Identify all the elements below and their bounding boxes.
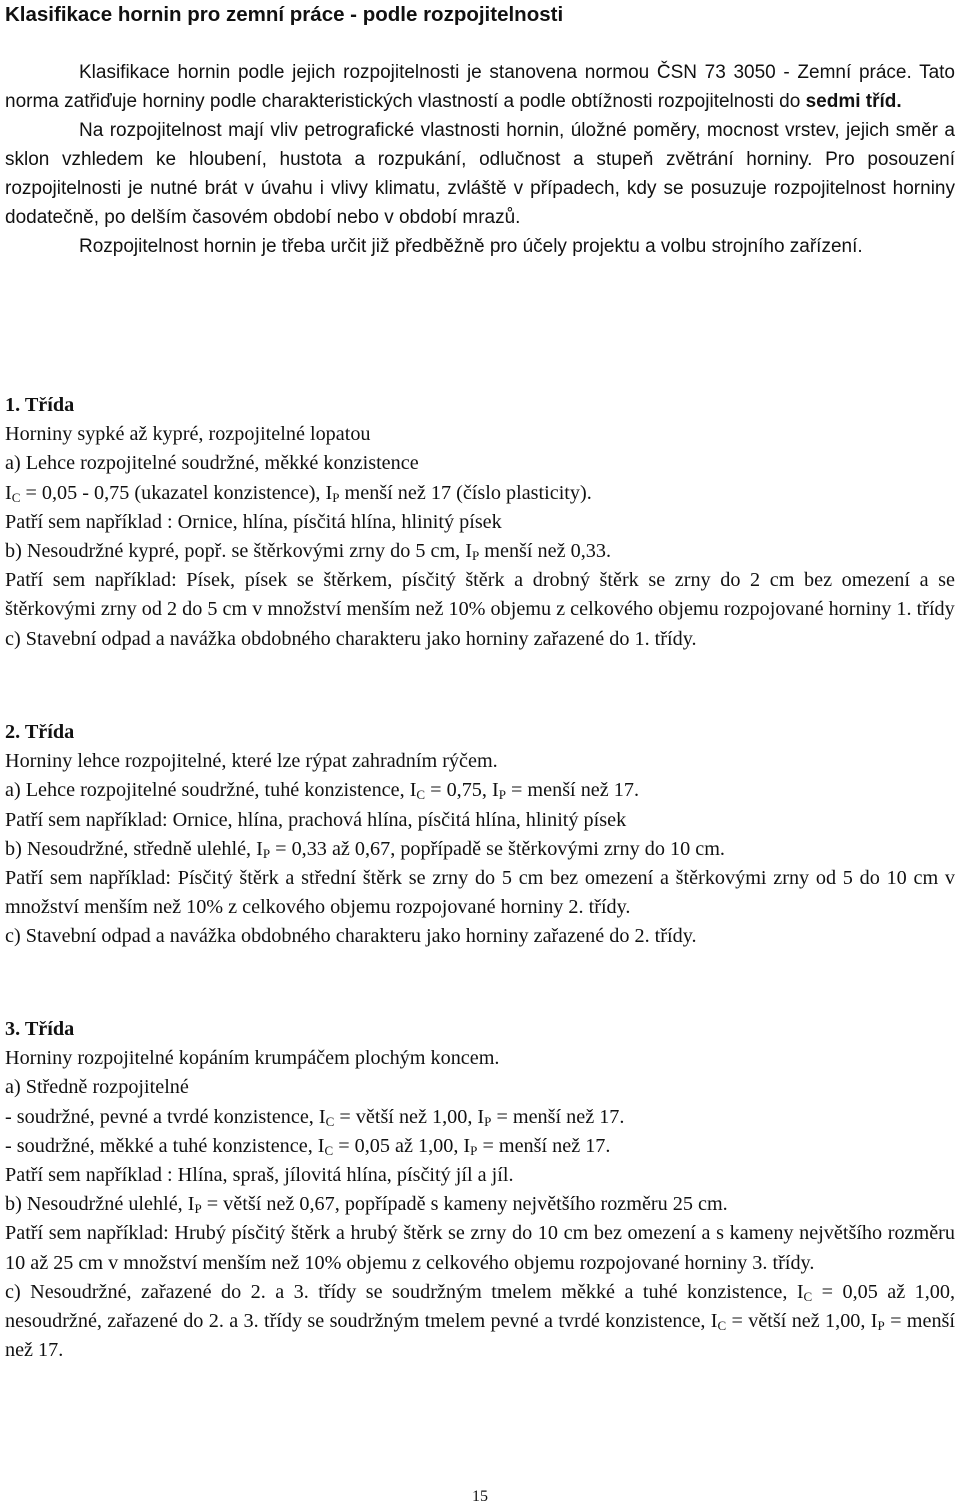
class-3-item-a: a) Středně rozpojitelné <box>5 1076 189 1099</box>
class-2-heading: 2. Třída <box>5 721 75 743</box>
class-1-item-b <box>5 537 955 566</box>
class-1-section <box>5 391 955 654</box>
text-span: = menší než 17. <box>5 1310 956 1362</box>
class-1-example-a: Patří sem například : Ornice, hlína, písčitá hlína, hlinitý písek <box>5 510 502 533</box>
text-span: = 0,05 až 1,00, I <box>333 1134 471 1157</box>
subscript: C <box>416 787 426 803</box>
class-3-item-b <box>5 1190 955 1219</box>
intro-text <box>5 58 955 261</box>
class-2-item-b <box>5 835 955 864</box>
text-span: a) Lehce rozpojitelné soudržné, tuhé konzistence, I <box>5 779 417 802</box>
class-1-item-a: a) Lehce rozpojitelné soudržné, měkké konzistence <box>5 452 419 475</box>
text-span: c) Nesoudržné, zařazené do 2. a 3. třídy se soudržným tmelem měkké a tuhé konzistence, I <box>5 1280 804 1303</box>
text-span: menší než 17 (číslo plasticity). <box>339 481 592 504</box>
subscript: P <box>194 1201 202 1217</box>
subscript: C <box>324 1142 334 1158</box>
subscript: C <box>717 1318 727 1334</box>
text-span: = menší než 17. <box>477 1134 611 1157</box>
text-span: = menší než 17. <box>491 1105 625 1128</box>
text-span: - soudržné, pevné a tvrdé konzistence, I <box>5 1105 326 1128</box>
class-1-example-b: Patří sem například: Písek, písek se štěrkem, písčitý štěrk a drobný štěrk se zrny do 2 cm bez omezení a se štěrkovými zrny od 2 do 5 cm v množství menším než 10% objemu z celkového objemu rozpojované horniny 1. třídy <box>5 569 955 621</box>
subscript: P <box>498 787 506 803</box>
intro-text-span: Klasifikace hornin podle jejich rozpojitelnosti je stanovena normou ČSN 73 3050 - Zemní práce. Tato norma zatřiďuje horniny podle charakteristických vlastností a podle obtížnosti rozpojitelnosti do <box>5 62 955 112</box>
class-3-heading: 3. Třída <box>5 1018 75 1040</box>
text-span: = 0,05 - 0,75 (ukazatel konzistence), I <box>20 481 333 504</box>
class-1-heading: 1. Třída <box>5 394 75 416</box>
class-1-item-c: c) Stavební odpad a navážka obdobného charakteru jako horniny zařazené do 1. třídy. <box>5 627 697 650</box>
class-3-item-a-cohesive-soft <box>5 1132 955 1161</box>
subscript: P <box>332 489 340 505</box>
class-2-example-a: Patří sem například: Ornice, hlína, prachová hlína, písčitá hlína, hlinitý písek <box>5 808 627 831</box>
text-span: = větší než 1,00, I <box>726 1310 878 1333</box>
class-3-example-a: Patří sem například : Hlína, spraš, jílovitá hlína, písčitý jíl a jíl. <box>5 1164 514 1187</box>
page-number: 15 <box>472 1488 488 1505</box>
text-span: = 0,05 až 1,00, nesoudržné, zařazené do 2. a 3. třídy se soudržným tmelem pevné a tvrdé konzistence, I <box>5 1280 955 1333</box>
subscript: C <box>325 1113 335 1129</box>
text-span: = větší než 0,67, popřípadě s kameny největšího rozměru 25 cm. <box>201 1193 728 1216</box>
intro-paragraph-3: Rozpojitelnost hornin je třeba určit již předběžně pro účely projektu a volbu strojního zařízení. <box>79 236 863 257</box>
subscript: C <box>803 1288 813 1304</box>
subscript: P <box>470 1142 478 1158</box>
subscript: C <box>11 489 21 505</box>
class-2-section <box>5 718 955 952</box>
class-2-description: Horniny lehce rozpojitelné, které lze rýpat zahradním rýčem. <box>5 750 498 773</box>
text-span: b) Nesoudržné ulehlé, I <box>5 1193 195 1216</box>
text-span: = větší než 1,00, I <box>334 1105 485 1128</box>
class-2-item-c: c) Stavební odpad a navážka obdobného charakteru jako horniny zařazené do 2. třídy. <box>5 925 697 948</box>
page-title: Klasifikace hornin pro zemní práce - podle rozpojitelnosti <box>5 3 564 26</box>
subscript: P <box>472 548 480 564</box>
text-span: menší než 0,33. <box>479 540 611 563</box>
class-3-section <box>5 1015 955 1365</box>
intro-paragraph-2: Na rozpojitelnost mají vliv petrografické vlastnosti hornin, úložné poměry, mocnost vrstev, jejich směr a sklon vzhledem ke hloubení, hustota a rozpukání, odlučnost a stupeň zvětrání horniny. Pro posouzení rozpojitelnosti je nutné brát v úvahu i vlivy klimatu, zvláště v případech, kdy se posuzuje rozpojitelnost horniny dodatečně, po delším časovém období nebo v období mrazů. <box>5 120 955 228</box>
subscript: P <box>877 1318 885 1334</box>
class-3-item-a-cohesive-firm <box>5 1103 955 1132</box>
text-span: b) Nesoudržné kypré, popř. se štěrkovými zrny do 5 cm, I <box>5 540 472 563</box>
class-2-example-b: Patří sem například: Písčitý štěrk a střední štěrk se zrny do 5 cm bez omezení a štěrkovými zrny od 5 do 10 cm v množství menším než 10% z celkového objemu rozpojované horniny 2. třídy. <box>5 867 955 919</box>
intro-paragraph-1 <box>5 58 955 116</box>
text-span: = menší než 17. <box>505 779 639 802</box>
text-span: = 0,33 až 0,67, popřípadě se štěrkovými zrny do 10 cm. <box>270 837 725 860</box>
class-1-description: Horniny sypké až kypré, rozpojitelné lopatou <box>5 423 371 446</box>
intro-bold-span: sedmi tříd. <box>805 91 902 112</box>
text-span: - soudržné, měkké a tuhé konzistence, I <box>5 1134 325 1157</box>
subscript: P <box>262 845 271 861</box>
class-3-item-c <box>5 1278 955 1366</box>
text-span: = 0,75, I <box>425 779 499 802</box>
subscript: P <box>484 1113 492 1129</box>
class-2-item-a <box>5 776 955 805</box>
class-3-description: Horniny rozpojitelné kopáním krumpáčem plochým koncem. <box>5 1047 500 1070</box>
text-span: b) Nesoudržné, středně ulehlé, I <box>5 837 263 860</box>
class-1-consistency-line <box>5 479 955 508</box>
class-3-example-b: Patří sem například: Hrubý písčitý štěrk a hrubý štěrk se zrny do 10 cm bez omezení a s kameny největšího rozměru 10 až 25 cm v množství menším než 10% objemu z celkového objemu rozpojované horniny 3. třídy. <box>5 1222 955 1274</box>
text-span: I <box>5 481 12 504</box>
